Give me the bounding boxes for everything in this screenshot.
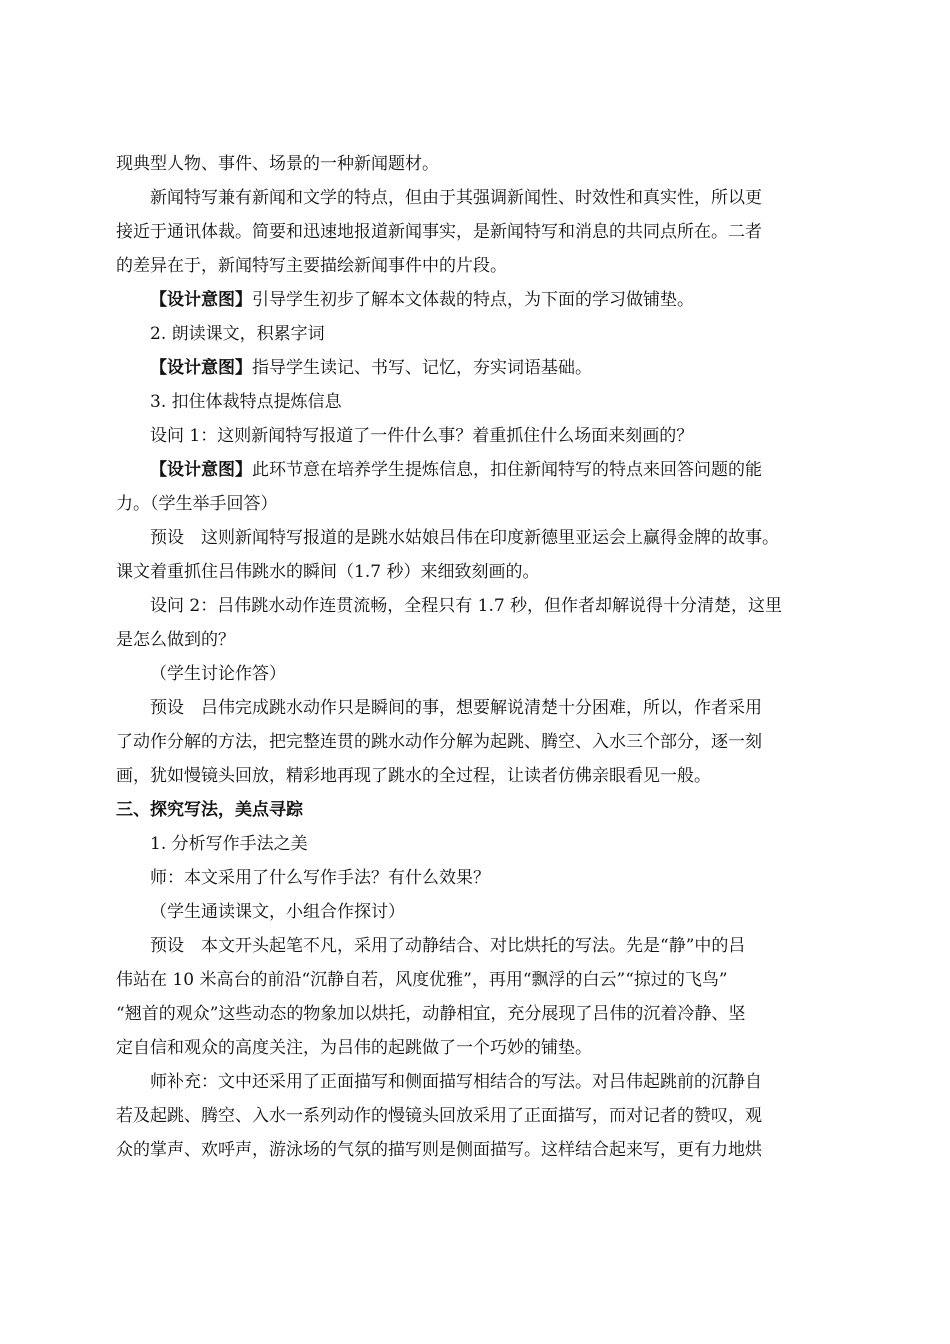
- line-text: 新闻特写兼有新闻和文学的特点，但由于其强调新闻性、时效性和真实性，所以更: [150, 188, 762, 208]
- line-text: 预设 本文开头起笔不凡，采用了动静结合、对比烘托的写法。先是“静”中的吕: [150, 936, 746, 956]
- text-line: [116, 623, 854, 657]
- text-line: [116, 691, 854, 725]
- line-text: 现典型人物、事件、场景的一种新闻题材。: [116, 154, 439, 174]
- line-text: 是怎么做到的？: [116, 630, 235, 650]
- text-line: [116, 759, 854, 793]
- text-line: [116, 725, 854, 759]
- text-line: [116, 147, 854, 181]
- text-line: [116, 249, 854, 283]
- text-line: [116, 215, 854, 249]
- section-heading: [116, 793, 854, 827]
- text-line: [116, 1065, 854, 1099]
- text-line: [116, 317, 854, 351]
- design-intent-label: 【设计意图】: [150, 460, 252, 480]
- line-text: 设问 2：吕伟跳水动作连贯流畅，全程只有 1.7 秒，但作者却解说得十分清楚，这里: [150, 596, 783, 616]
- line-text: 了动作分解的方法，把完整连贯的跳水动作分解为起跳、腾空、入水三个部分，逐一刻: [116, 732, 762, 752]
- text-line: [116, 521, 854, 555]
- line-text: 的差异在于，新闻特写主要描绘新闻事件中的片段。: [116, 256, 507, 276]
- line-text: 若及起跳、腾空、入水一系列动作的慢镜头回放采用了正面描写，而对记者的赞叹，观: [116, 1106, 762, 1126]
- text-line: [116, 1133, 854, 1167]
- text-line: [116, 861, 854, 895]
- line-text: （学生通读课文，小组合作探讨）: [150, 902, 405, 922]
- line-text: “翘首的观众”这些动态的物象加以烘托，动静相宜，充分展现了吕伟的沉着冷静、坚: [116, 1004, 746, 1024]
- text-line: [116, 181, 854, 215]
- text-line: [116, 1031, 854, 1065]
- design-intent-label: 【设计意图】: [150, 290, 252, 310]
- line-text: 预设 这则新闻特写报道的是跳水姑娘吕伟在印度新德里亚运会上赢得金牌的故事。: [150, 528, 779, 548]
- line-text: 3. 扣住体裁特点提炼信息: [150, 392, 342, 412]
- text-line: [116, 589, 854, 623]
- line-text: 引导学生初步了解本文体裁的特点，为下面的学习做铺垫。: [252, 290, 694, 310]
- line-text: 课文着重抓住吕伟跳水的瞬间（1.7 秒）来细致刻画的。: [116, 562, 540, 582]
- line-text: 2. 朗读课文，积累字词: [150, 324, 325, 344]
- line-text: 预设 吕伟完成跳水动作只是瞬间的事，想要解说清楚十分困难，所以，作者采用: [150, 698, 762, 718]
- text-line: [116, 453, 854, 487]
- heading-text: 三、探究写法，美点寻踪: [116, 800, 303, 820]
- line-text: 伟站在 10 米高台的前沿“沉静自若，风度优雅”，再用“飘浮的白云”“掠过的飞鸟”: [116, 970, 728, 990]
- text-line: [116, 487, 854, 521]
- text-line: [116, 657, 854, 691]
- line-text: 师补充：文中还采用了正面描写和侧面描写相结合的写法。对吕伟起跳前的沉静自: [150, 1072, 762, 1092]
- text-line: [116, 895, 854, 929]
- line-text: 指导学生读记、书写、记忆，夯实词语基础。: [252, 358, 592, 378]
- line-text: （学生讨论作答）: [150, 664, 286, 684]
- text-line: [116, 351, 854, 385]
- line-text: 此环节意在培养学生提炼信息，扣住新闻特写的特点来回答问题的能: [252, 460, 762, 480]
- line-text: 力。（学生举手回答）: [116, 494, 278, 514]
- design-intent-label: 【设计意图】: [150, 358, 252, 378]
- text-line: [116, 997, 854, 1031]
- document-body: [116, 147, 854, 1167]
- text-line: [116, 283, 854, 317]
- text-line: [116, 963, 854, 997]
- text-line: [116, 385, 854, 419]
- line-text: 定自信和观众的高度关注，为吕伟的起跳做了一个巧妙的铺垫。: [116, 1038, 592, 1058]
- text-line: [116, 827, 854, 861]
- line-text: 1. 分析写作手法之美: [150, 834, 308, 854]
- line-text: 师：本文采用了什么写作手法？有什么效果？: [150, 868, 490, 888]
- line-text: 众的掌声、欢呼声，游泳场的气氛的描写则是侧面描写。这样结合起来写，更有力地烘: [116, 1140, 762, 1160]
- text-line: [116, 555, 854, 589]
- line-text: 设问 1：这则新闻特写报道了一件什么事？着重抓住什么场面来刻画的？: [150, 426, 694, 446]
- text-line: [116, 1099, 854, 1133]
- text-line: [116, 929, 854, 963]
- text-line: [116, 419, 854, 453]
- line-text: 接近于通讯体裁。简要和迅速地报道新闻事实，是新闻特写和消息的共同点所在。二者: [116, 222, 762, 242]
- line-text: 画，犹如慢镜头回放，精彩地再现了跳水的全过程，让读者仿佛亲眼看见一般。: [116, 766, 711, 786]
